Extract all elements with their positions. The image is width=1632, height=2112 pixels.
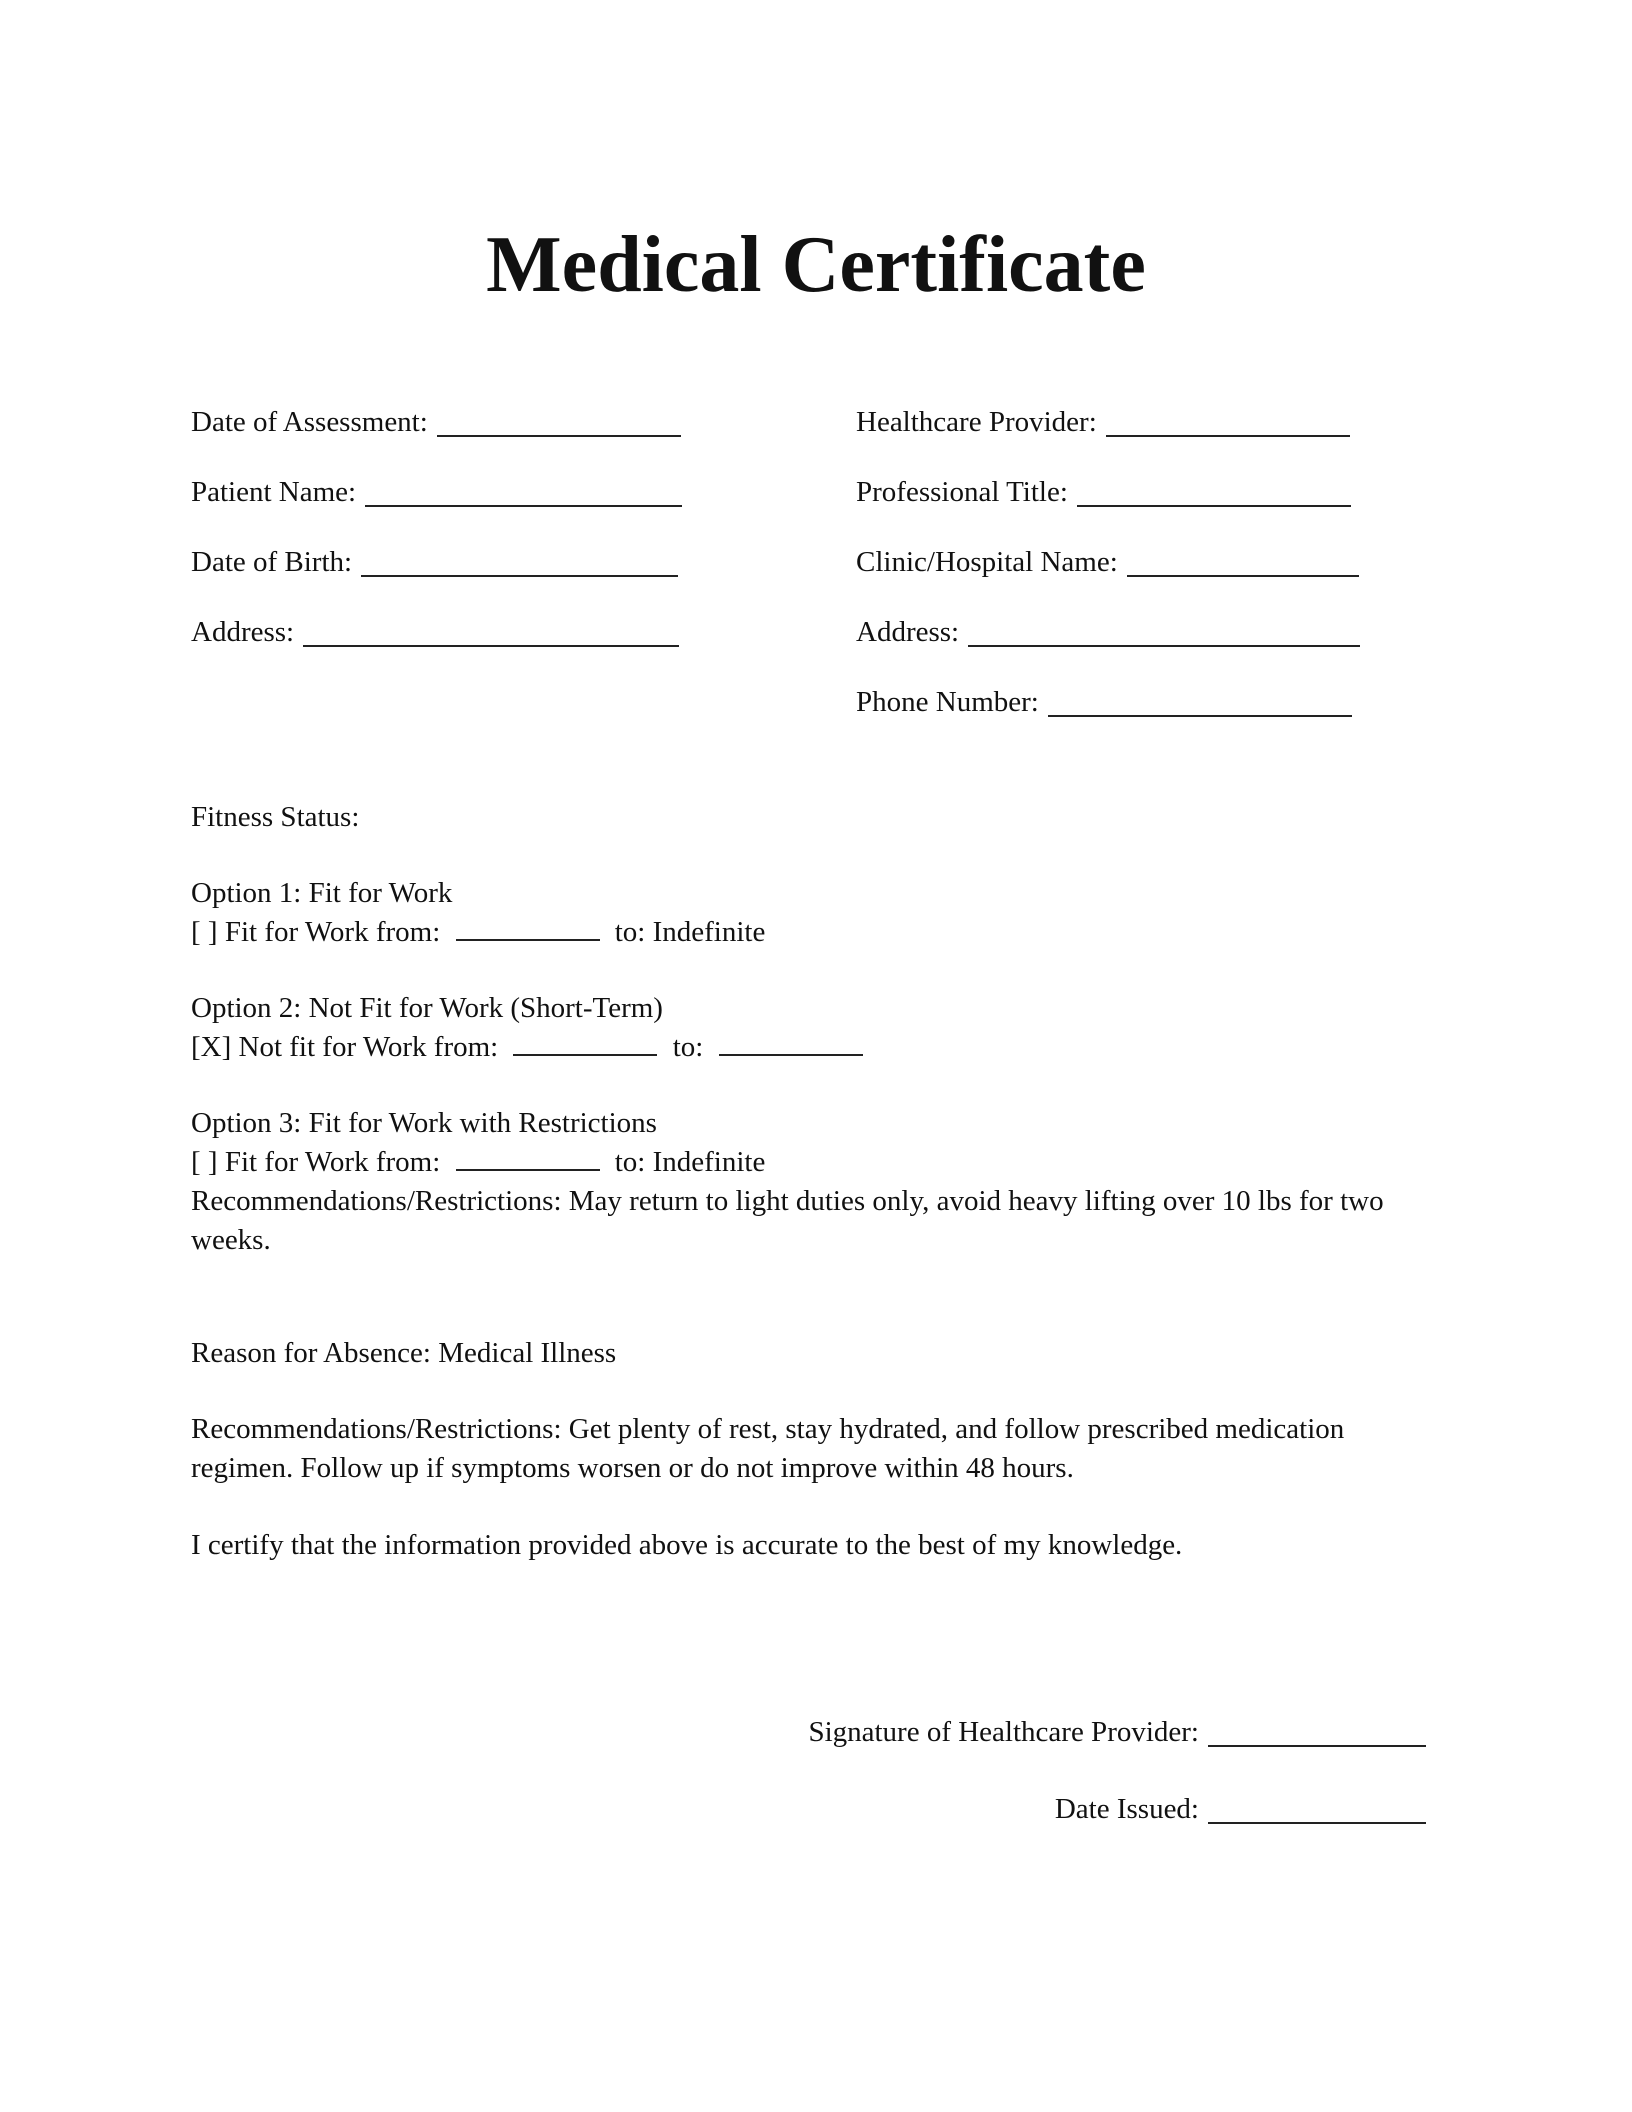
option-1-line	[191, 913, 765, 952]
professional-title-blank[interactable]	[1077, 479, 1351, 507]
professional-title-field	[856, 478, 1351, 507]
option-2-from-blank[interactable]	[513, 1030, 657, 1056]
option-3-from-label: Fit for Work from:	[224, 1146, 441, 1178]
date-issued-blank[interactable]	[1208, 1796, 1426, 1824]
date-of-assessment-blank[interactable]	[437, 409, 681, 437]
option-2-checkbox[interactable]: [X]	[191, 1031, 232, 1063]
reason-for-absence: Reason for Absence: Medical Illness	[191, 1337, 617, 1369]
patient-address-label: Address:	[191, 616, 295, 648]
patient-address-field	[191, 618, 679, 647]
patient-address-blank[interactable]	[303, 619, 679, 647]
option-3-to-label: to: Indefinite	[614, 1146, 766, 1178]
provider-address-field	[856, 618, 1360, 647]
phone-number-blank[interactable]	[1048, 689, 1352, 717]
clinic-name-label: Clinic/Hospital Name:	[856, 546, 1118, 578]
option-2-from-label: Not fit for Work from:	[238, 1031, 499, 1063]
signature-blank[interactable]	[1208, 1719, 1426, 1747]
provider-address-blank[interactable]	[968, 619, 1360, 647]
professional-title-label: Professional Title:	[856, 476, 1068, 508]
option-1-from-blank[interactable]	[456, 915, 600, 941]
healthcare-provider-label: Healthcare Provider:	[856, 406, 1097, 438]
option-3-checkbox[interactable]: [ ]	[191, 1146, 218, 1178]
option-1-checkbox[interactable]: [ ]	[191, 916, 218, 948]
option-3-line	[191, 1143, 1421, 1182]
option-2-line	[191, 1028, 871, 1067]
option-3-restrictions: Recommendations/Restrictions: May return to light duties only, avoid heavy lifting over 10 lbs for two weeks.	[191, 1185, 1384, 1256]
fitness-status-section	[191, 798, 359, 837]
option-1-title: Option 1: Fit for Work	[191, 877, 453, 909]
clinic-name-field	[856, 548, 1359, 577]
healthcare-provider-blank[interactable]	[1106, 409, 1350, 437]
date-issued-label: Date Issued:	[1054, 1793, 1199, 1825]
certification-text: I certify that the information provided above is accurate to the best of my knowledge.	[191, 1529, 1183, 1561]
phone-number-field	[856, 688, 1352, 717]
option-3-title: Option 3: Fit for Work with Restrictions	[191, 1107, 657, 1139]
option-3-section	[191, 1104, 1421, 1260]
date-issued-field	[1055, 1795, 1426, 1824]
fitness-status-heading: Fitness Status:	[191, 801, 360, 833]
date-of-assessment-label: Date of Assessment:	[191, 406, 428, 438]
option-2-to-label: to:	[672, 1031, 704, 1063]
healthcare-provider-field	[856, 408, 1350, 437]
option-2-title: Option 2: Not Fit for Work (Short-Term)	[191, 992, 663, 1024]
option-2-to-blank[interactable]	[719, 1030, 863, 1056]
date-of-birth-field	[191, 548, 678, 577]
page-title: Medical Certificate	[486, 221, 1146, 309]
recommendations-text: Recommendations/Restrictions: Get plenty of rest, stay hydrated, and follow prescribed medication regimen. Follow up if symptoms worsen or do not improve within 48 hours.	[191, 1413, 1345, 1484]
recommendations-section	[191, 1410, 1371, 1488]
option-2-section	[191, 989, 871, 1067]
signature-label: Signature of Healthcare Provider:	[808, 1716, 1199, 1748]
date-of-birth-blank[interactable]	[361, 549, 678, 577]
option-1-to-label: to: Indefinite	[614, 916, 766, 948]
patient-name-label: Patient Name:	[191, 476, 357, 508]
clinic-name-blank[interactable]	[1127, 549, 1359, 577]
certification-section	[191, 1526, 1182, 1565]
provider-address-label: Address:	[856, 616, 960, 648]
patient-name-blank[interactable]	[365, 479, 682, 507]
date-of-assessment-field	[191, 408, 681, 437]
reason-section	[191, 1334, 616, 1373]
signature-field	[808, 1718, 1426, 1747]
phone-number-label: Phone Number:	[856, 686, 1039, 718]
patient-name-field	[191, 478, 682, 507]
date-of-birth-label: Date of Birth:	[191, 546, 353, 578]
option-3-from-blank[interactable]	[456, 1145, 600, 1171]
option-1-from-label: Fit for Work from:	[224, 916, 441, 948]
option-1-section	[191, 874, 765, 952]
